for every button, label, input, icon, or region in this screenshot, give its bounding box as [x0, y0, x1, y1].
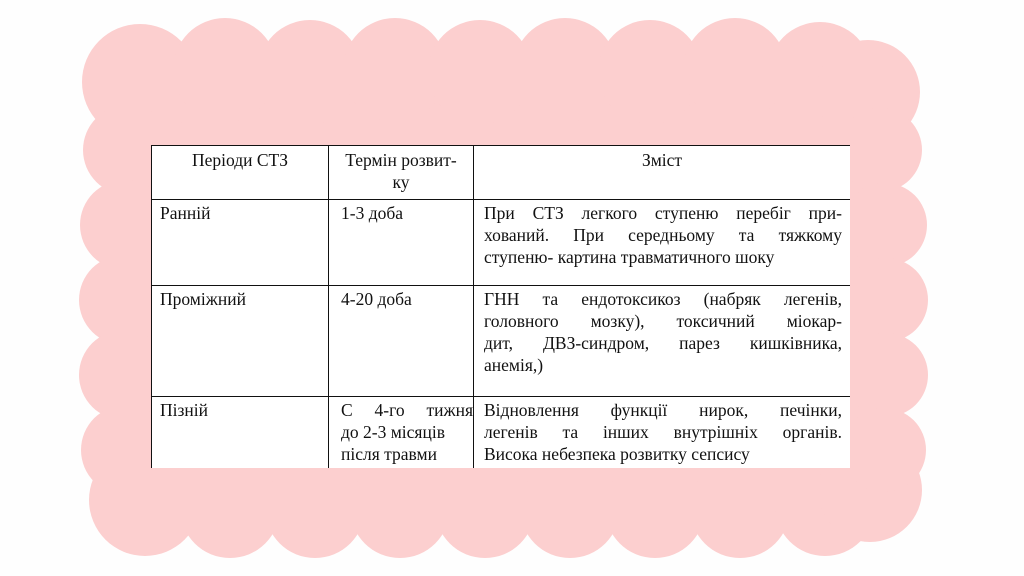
header-periods: Періоди СТЗ: [152, 146, 329, 200]
cell-content: ГНН та ендотоксикоз (набряк легенів, головного мозку), токсичний міокар- дит, ДВЗ-синдром, парез кишківника, анемія,): [474, 286, 851, 397]
cell-content: Відновлення функції нирок, печінки, легенів та інших внутрішніх органів. Висока небезпека розвитку сепсису: [474, 397, 851, 469]
cell-term: 4-20 доба: [329, 286, 474, 397]
table-row: [152, 200, 851, 286]
table-row: [152, 286, 851, 397]
periods-table: [151, 145, 850, 468]
cell-period: Пізній: [152, 397, 329, 469]
table-container: [151, 145, 850, 468]
table-header-row: [152, 146, 851, 200]
cell-content: При СТЗ легкого ступеню перебіг при- хований. При середньому та тяжкому ступеню- картина травматичного шоку: [474, 200, 851, 286]
cell-period: Ранній: [152, 200, 329, 286]
cell-term: 1-3 доба: [329, 200, 474, 286]
cell-period: Проміжний: [152, 286, 329, 397]
cell-term: С 4-го тижня до 2-3 місяців після травми: [329, 397, 474, 469]
header-term: Термін розвит- ку: [329, 146, 474, 200]
header-content: Зміст: [474, 146, 851, 200]
table-row: [152, 397, 851, 469]
